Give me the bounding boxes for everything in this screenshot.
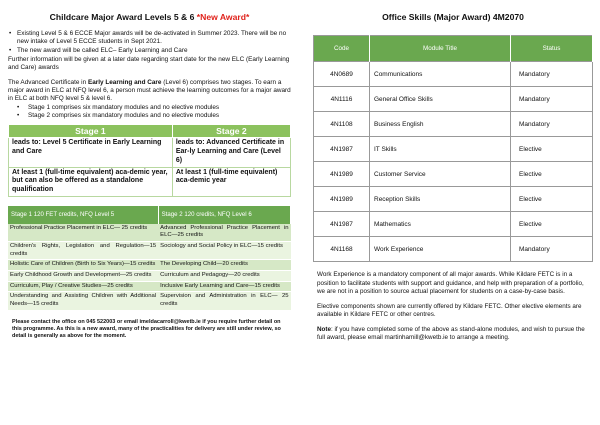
table-cell: Children's Rights, Legislation and Regulation—15 credits — [8, 242, 158, 260]
stage-2-credits-header: Stage 2 120 credits, NFQ Level 6 — [158, 206, 290, 224]
stage-bullet-item: • Stage 2 comprises six mandatory modules and no elective modules — [16, 112, 291, 120]
module-code: 4N1987 — [314, 212, 370, 237]
table-row — [314, 187, 593, 212]
table-row — [9, 167, 291, 196]
module-title: Reception Skills — [370, 187, 511, 212]
table-cell: leads to: Advanced Certificate in Ear-ly Learning and Care (Level 6) — [172, 138, 290, 167]
table-cell: Inclusive Early Learning and Care—15 credits — [158, 281, 290, 292]
table-row — [8, 224, 291, 242]
module-status: Elective — [511, 187, 593, 212]
table-row — [8, 271, 291, 282]
table-cell: Professional Practice Placement in ELC— 25 credits — [8, 224, 158, 242]
table-cell: Early Childhood Growth and Development—25 credits — [8, 271, 158, 282]
childcare-title — [8, 12, 291, 22]
table-row — [8, 242, 291, 260]
module-code: 4N1168 — [314, 237, 370, 262]
module-status: Mandatory — [511, 237, 593, 262]
module-status: Elective — [511, 162, 593, 187]
stage-1-credits-header: Stage 1 120 FET credits, NFQ Level 5 — [8, 206, 158, 224]
module-title: Work Experience — [370, 237, 511, 262]
childcare-title-main: Childcare Major Award Levels 5 & 6 — [49, 12, 197, 22]
module-status: Mandatory — [511, 87, 593, 112]
elective-text: Elective components shown are currently offered by Kildare FETC. Other elective elements are available in Kildare FETC or other centres. — [317, 302, 582, 318]
module-code: 4N0689 — [314, 62, 370, 87]
new-award-label: *New Award* — [196, 12, 250, 22]
table-row — [314, 87, 593, 112]
office-skills-title: Office Skills (Major Award) 4M2070 — [382, 12, 524, 22]
module-status: Mandatory — [511, 62, 593, 87]
table-row — [8, 260, 291, 271]
stage-bullets — [16, 104, 291, 121]
stage-bullet-item: • Stage 1 comprises six mandatory modules and no elective modules — [16, 104, 291, 112]
note-text: Note: if you have completed some of the above as stand-alone modules, and wish to pursue the full award, please email martinhamill@kwetb.ie to arrange a meeting. — [317, 325, 585, 341]
code-header: Code — [314, 36, 370, 62]
table-row — [314, 62, 593, 87]
status-header: Status — [511, 36, 593, 62]
table-row — [8, 292, 291, 310]
office-skills-section — [313, 12, 593, 343]
module-code: 4N1989 — [314, 162, 370, 187]
intro-bullets — [8, 30, 291, 55]
table-cell: Curriculum, Play / Creative Studies—25 credits — [8, 281, 158, 292]
modules-table — [313, 35, 593, 262]
childcare-section — [8, 12, 291, 340]
module-code: 4N1989 — [314, 187, 370, 212]
table-cell: Supervision and Administration in ELC— 25 credits — [158, 292, 290, 310]
module-title: Customer Service — [370, 162, 511, 187]
bullet-item: • Existing Level 5 & 6 ECCE Major awards will be de-activated in Summer 2023. There will be no new intake of Level 5 ECCE students in Sept 2021. — [8, 30, 291, 47]
stage-2-header: Stage 2 — [172, 125, 290, 138]
further-info-text: Further information will be given at a later date regarding start date for the new ELC (Early Learning and Care) awards — [8, 55, 290, 72]
table-row — [314, 137, 593, 162]
table-row — [8, 281, 291, 292]
table-cell: The Developing Child—20 credits — [158, 260, 290, 271]
contact-text: Please contact the office on 045 522003 or email imeldacarroll@kwetb.ie if you require further detail on this programme. As this is a new award, many of the practicalities for delivery are still under review, so detail is generally as above for the moment. — [12, 318, 281, 340]
table-row — [9, 138, 291, 167]
table-row — [314, 237, 593, 262]
module-code: 4N1987 — [314, 137, 370, 162]
table-cell: At least 1 (full-time equivalent) aca-demic year, but can also be offered as a standalone qualification — [9, 167, 173, 196]
module-code: 4N1116 — [314, 87, 370, 112]
module-title: Mathematics — [370, 212, 511, 237]
module-title: Business English — [370, 112, 511, 137]
bullet-item: • The new award will be called ELC– Early Learning and Care — [8, 47, 291, 55]
advanced-cert-text: The Advanced Certificate in Early Learning and Care (Level 6) comprises two stages. To earn a major award in ELC at NFQ level 6, a person must achieve the learning outcomes for a major award in ELC at both NFQ level 5 & level 6. — [8, 78, 291, 103]
table-cell: Understanding and Assisting Children with Additional Needs—15 credits — [8, 292, 158, 310]
module-title: General Office Skills — [370, 87, 511, 112]
module-status: Elective — [511, 137, 593, 162]
table-cell: Sociology and Social Policy in ELC—15 credits — [158, 242, 290, 260]
module-code: 4N1108 — [314, 112, 370, 137]
table-row — [314, 212, 593, 237]
note-label: Note — [317, 325, 331, 333]
module-status: Elective — [511, 212, 593, 237]
module-title: IT Skills — [370, 137, 511, 162]
credits-table — [8, 206, 291, 311]
table-cell: At least 1 (full-time equivalent) aca-demic year — [172, 167, 290, 196]
module-title-header: Module Title — [370, 36, 511, 62]
stage-1-header: Stage 1 — [9, 125, 173, 138]
table-cell: leads to: Level 5 Certificate in Early Learning and Care — [9, 138, 173, 167]
stages-table — [8, 124, 291, 197]
table-cell: Curriculum and Pedagogy—20 credits — [158, 271, 290, 282]
work-experience-text: Work Experience is a mandatory component of all major awards. While Kildare FETC is in a position to facilitate students with support and guidance, and help with preparation of a portfolio, we are not in a position to source actual placement for students on a case-by-case basis. — [317, 271, 584, 295]
table-row — [314, 162, 593, 187]
table-row — [314, 112, 593, 137]
table-cell: Advanced Professional Practice Placement in ELC—25 credits — [158, 224, 290, 242]
table-cell: Holistic Care of Children (Birth to Six Years)—15 credits — [8, 260, 158, 271]
module-status: Mandatory — [511, 112, 593, 137]
module-title: Communications — [370, 62, 511, 87]
